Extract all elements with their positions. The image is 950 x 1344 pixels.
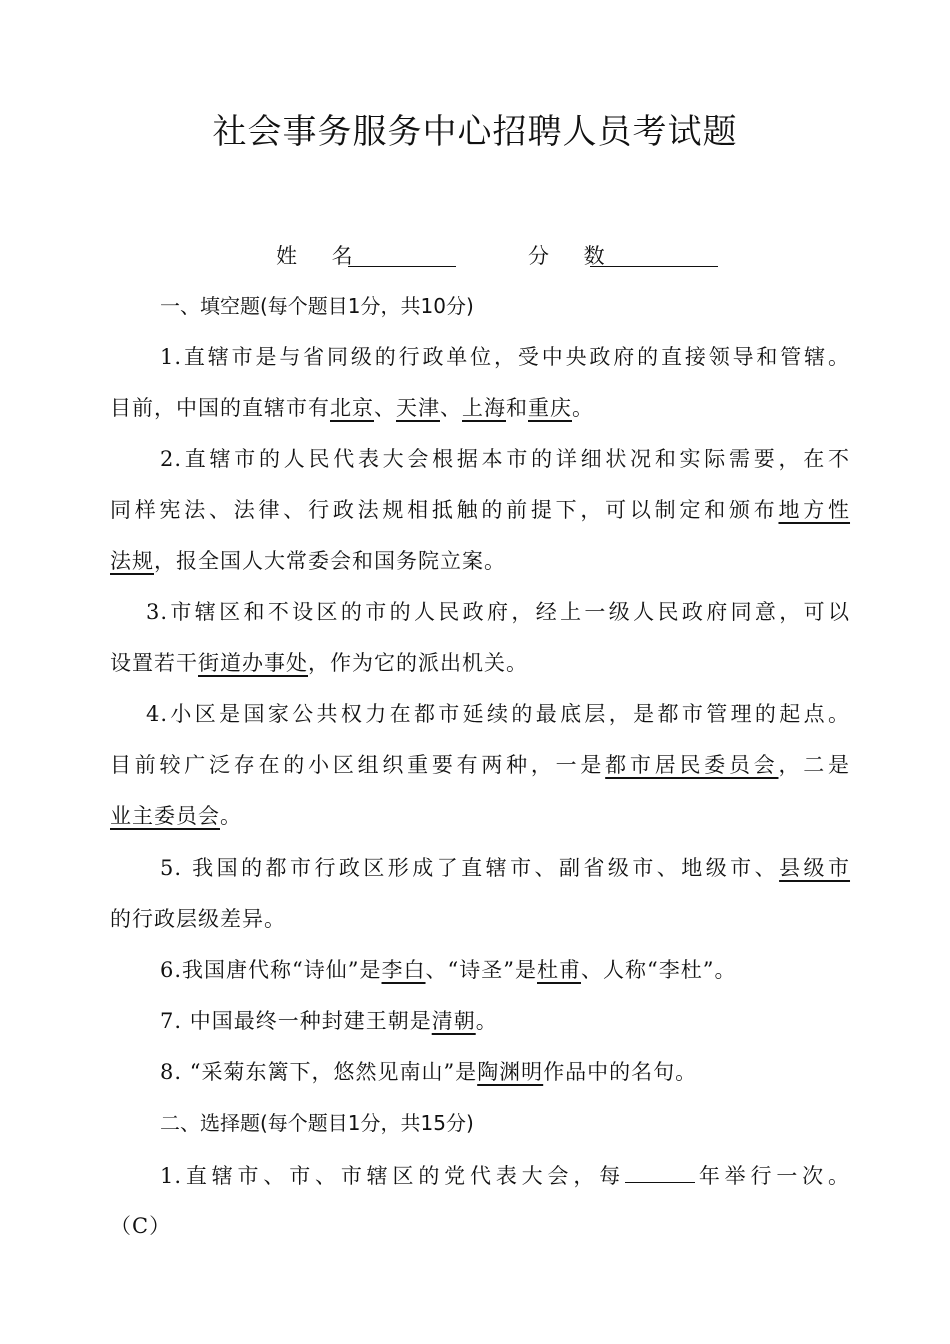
s2-q1-line1: 1.直辖市、市、市辖区的党代表大会，每 年举行一次。 (160, 1160, 850, 1191)
q3-line2: 设置若干街道办事处，作为它的派出机关。 (110, 651, 528, 675)
q4-line3: 业主委员会。 (110, 804, 242, 828)
q2-line2: 同样宪法、法律、行政法规相抵触的前提下，可以制定和颁布地方性 (110, 498, 851, 522)
section1-heading: 一、填空题(每个题目1分，共10分) (160, 294, 474, 318)
q1-line2: 目前，中国的直辖市有北京、天津、上海和重庆。 (110, 396, 594, 420)
q5-line2: 的行政层级差异。 (110, 907, 286, 931)
q1-line1: 1.直辖市是与省同级的行政单位，受中央政府的直接领导和管辖。 (160, 345, 850, 369)
q8-line: 8. “采菊东篱下，悠然见南山”是陶渊明作品中的名句。 (160, 1060, 698, 1084)
q2-line1: 2.直辖市的人民代表大会根据本市的详细状况和实际需要，在不 (160, 447, 850, 471)
q6-line: 6.我国唐代称“诗仙”是李白、“诗圣”是杜甫、人称“李杜”。 (160, 958, 737, 982)
page-title: 社会事务服务中心招聘人员考试题 (212, 112, 738, 152)
name-label: 姓 名 (276, 244, 367, 268)
q3-line1: 3.市辖区和不设区的市的人民政府，经上一级人民政府同意，可以 (146, 600, 850, 624)
s2-q1-answer: （C） (110, 1214, 172, 1238)
name-blank[interactable] (348, 266, 456, 267)
q2-line3: 法规，报全国人大常委会和国务院立案。 (110, 549, 506, 573)
score-blank[interactable] (590, 266, 718, 267)
q7-line: 7. 中国最终一种封建王朝是清朝。 (160, 1009, 498, 1033)
q5-line1: 5. 我国的都市行政区形成了直辖市、副省级市、地级市、县级市 (160, 856, 851, 880)
q4-line1: 4.小区是国家公共权力在都市延续的最底层，是都市管理的起点。 (146, 702, 850, 726)
q4-line2: 目前较广泛存在的小区组织重要有两种，一是都市居民委员会，二是 (110, 753, 851, 777)
section2-heading: 二、选择题(每个题目1分，共15分) (160, 1111, 474, 1135)
s2-q1-blank[interactable] (625, 1160, 695, 1183)
score-label: 分 数 (528, 244, 619, 268)
